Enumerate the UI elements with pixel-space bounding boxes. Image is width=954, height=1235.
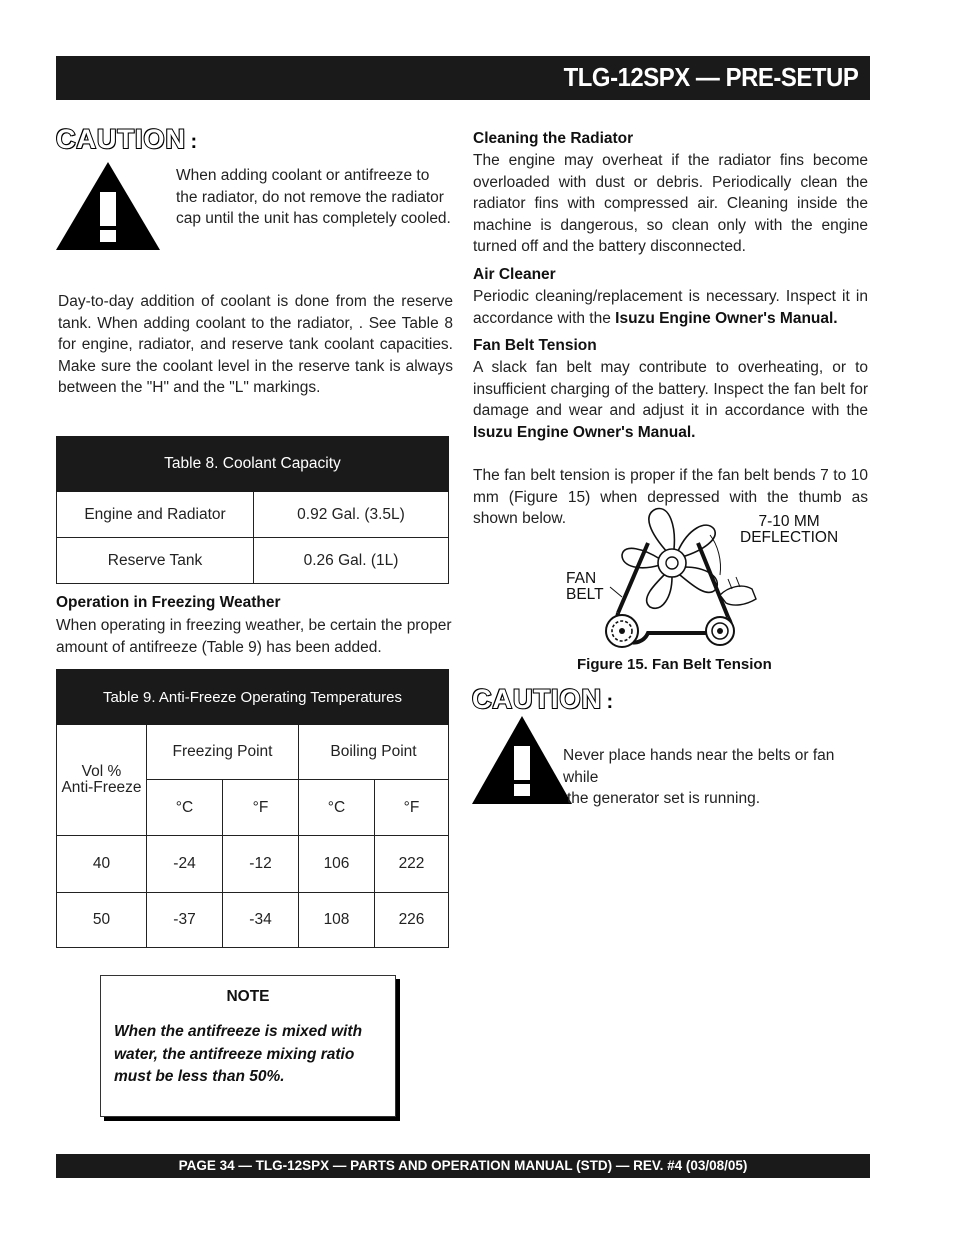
caution-heading-1 — [56, 124, 197, 155]
fan-belt-heading: Fan Belt Tension — [473, 337, 597, 354]
table-cell: -12 — [223, 836, 299, 893]
header-bar — [56, 56, 870, 100]
fan-belt-tension-text: The fan belt tension is proper if the fan belt bends 7 to 10 mm (Figure 15) when depressed with the thumb as shown below. — [473, 467, 868, 527]
table-cell: Reserve Tank — [57, 538, 254, 584]
table-9-title: Table 9. Anti-Freeze Operating Temperatures — [57, 670, 449, 725]
table-row — [57, 492, 449, 538]
table-cell: 226 — [375, 893, 449, 948]
belt-label: BELT — [566, 586, 604, 603]
air-cleaner-text: Periodic cleaning/replacement is necessary. Inspect it in accordance with the — [473, 288, 868, 327]
table-9-antifreeze — [56, 669, 449, 948]
note-box — [100, 975, 396, 1117]
table-cell: -24 — [147, 836, 223, 893]
fan-belt-text: A slack fan belt may contribute to overheating, or to insufficient charging of the battery. Inspect the fan belt for damage and wear and adjust it in accordance with the — [473, 359, 868, 419]
fan-belt-manual: Isuzu Engine Owner's Manual. — [473, 423, 696, 441]
table-cell: 106 — [299, 836, 375, 893]
deflection-label — [740, 514, 838, 546]
table-cell: 40 — [57, 836, 147, 893]
table-cell: 0.92 Gal. (3.5L) — [254, 492, 449, 538]
table-header-vol — [57, 725, 147, 836]
antifreeze-label: Anti-Freeze — [61, 779, 142, 796]
unit-celsius: °C — [299, 780, 375, 836]
caution-word: CAUTION — [56, 124, 186, 154]
vol-label: Vol % — [81, 763, 122, 780]
caution-heading-2 — [472, 684, 613, 715]
note-title: NOTE — [226, 988, 270, 1005]
table-cell: 0.26 Gal. (1L) — [254, 538, 449, 584]
freezing-text: When operating in freezing weather, be certain the proper amount of antifreeze (Table 9) has been added. — [56, 617, 452, 656]
table-cell: -37 — [147, 893, 223, 948]
deflection-line-2: DEFLECTION — [740, 529, 839, 546]
unit-fahrenheit: °F — [223, 780, 299, 836]
warning-triangle-icon — [56, 162, 160, 252]
warning-triangle-icon — [472, 716, 572, 806]
intro-paragraph: Day-to-day addition of coolant is done from the reserve tank. When adding coolant to the radiator, . See Table 8 for engine, radiator, and reserve tank coolant capacities. Make sure the coolant level in the reserve tank is always between the "H" and the "L" markings. — [58, 293, 453, 396]
page-title: TLG-12SPX — PRE-SETUP — [563, 62, 858, 92]
table-8-title: Table 8. Coolant Capacity — [57, 437, 449, 492]
deflection-line-1: 7-10 MM — [758, 513, 820, 530]
unit-celsius: °C — [147, 780, 223, 836]
unit-fahrenheit: °F — [375, 780, 449, 836]
radiator-text: The engine may overheat if the radiator fins become overloaded with dust or debris. Periodically clean the radiator fins with compressed air. Cleaning inside the machine is dangerous, so clean only with the engine turned off and the battery disconnected. — [473, 152, 868, 255]
table-row — [57, 538, 449, 584]
table-header-freezing: Freezing Point — [147, 725, 299, 780]
table-row — [57, 893, 449, 948]
caution-colon: : — [606, 691, 614, 713]
table-header-boiling: Boiling Point — [299, 725, 449, 780]
caution-1-text: When adding coolant or antifreeze to the radiator, do not remove the radiator cap until the unit has completely cooled. — [176, 167, 451, 227]
figure-caption: Figure 15. Fan Belt Tension — [577, 656, 772, 673]
fan-belt-paragraph — [473, 357, 868, 443]
air-cleaner-heading: Air Cleaner — [473, 266, 556, 283]
table-cell: -34 — [223, 893, 299, 948]
table-cell: Engine and Radiator — [57, 492, 254, 538]
footer-bar — [56, 1154, 870, 1178]
footer-text: PAGE 34 — TLG-12SPX — PARTS AND OPERATION MANUAL (STD) — REV. #4 (03/08/05) — [178, 1158, 748, 1173]
air-cleaner-manual: Isuzu Engine Owner's Manual. — [615, 309, 838, 327]
fan-belt-label — [566, 571, 604, 603]
fan-label: FAN — [566, 570, 597, 587]
table-cell: 222 — [375, 836, 449, 893]
caution-word: CAUTION — [472, 684, 602, 714]
radiator-heading: Cleaning the Radiator — [473, 130, 634, 147]
caution-2-line-2: the generator set is running. — [567, 790, 761, 807]
table-cell: 50 — [57, 893, 147, 948]
caution-colon: : — [190, 131, 198, 153]
caution-2-text — [563, 745, 868, 810]
air-cleaner-paragraph — [473, 286, 868, 329]
table-row — [57, 836, 449, 893]
table-8-coolant-capacity — [56, 436, 449, 584]
table-cell: 108 — [299, 893, 375, 948]
note-text: When the antifreeze is mixed with water, the antifreeze mixing ratio must be less than 50%. — [114, 1023, 363, 1085]
caution-2-line-1: Never place hands near the belts or fan while — [563, 747, 835, 786]
freezing-heading: Operation in Freezing Weather — [56, 594, 281, 611]
